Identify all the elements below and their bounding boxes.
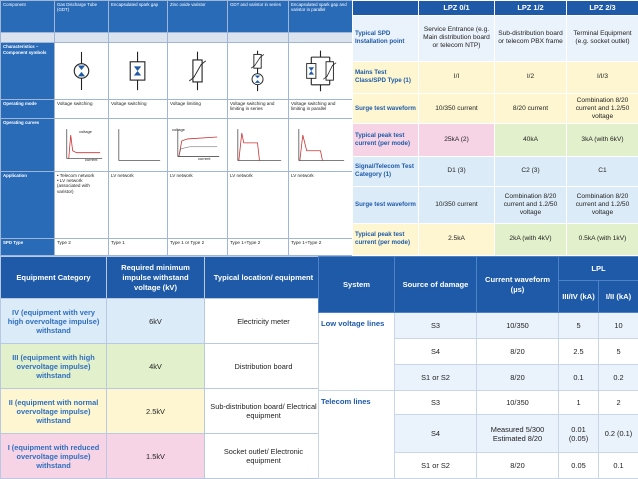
spd-type-cell: Type 1+Type 2 [228, 239, 289, 256]
curve-current-label: current [85, 157, 97, 162]
lpz-cell: D1 (3) [419, 156, 495, 186]
impulse-voltage: 6kV [107, 299, 205, 344]
lpz-cell: Sub-distribution board or telecom PBX frame [495, 16, 567, 61]
lpz-cell: I/I/3 [567, 61, 638, 93]
lpz-cell: C2 (3) [495, 156, 567, 186]
lpl-source: S3 [395, 313, 477, 339]
impulse-row-iv [1, 299, 323, 344]
lpl-source: S1 or S2 [395, 365, 477, 391]
impulse-row-i [1, 434, 323, 479]
spd-symbols-row [1, 43, 353, 100]
spd-type-cell: Type 2 [55, 239, 109, 256]
impulse-voltage: 2.5kV [107, 389, 205, 434]
spark-gap-curve-graph [109, 118, 168, 171]
impulse-header-row [1, 257, 323, 299]
lpz-cell: 8/20 current [495, 93, 567, 123]
spd-operating-curves-row [1, 118, 353, 171]
lpl-value-34: 0.01 (0.05) [559, 415, 599, 453]
impulse-withstand-table [0, 256, 322, 478]
impulse-voltage: 4kV [107, 344, 205, 389]
lpz-cell: 40kA [495, 124, 567, 156]
lpz-row-signal-category [353, 156, 638, 186]
lpz-row-label: Typical peak test current (per mode) [353, 223, 419, 255]
lpz-col-0-1: LPZ 0/1 [419, 1, 495, 16]
lpl-table [318, 256, 638, 478]
gdt-series-symbol-icon [228, 43, 289, 100]
lpl-source: S4 [395, 415, 477, 453]
lpz-row-installation [353, 16, 638, 61]
lpl-header-system: System [319, 257, 395, 313]
spd-type-cell: Type 1+Type 2 [289, 239, 353, 256]
lpz-cell: I/2 [495, 61, 567, 93]
spd-type-cell: Type 1 [109, 239, 168, 256]
impulse-header-voltage: Required minimum impulse withstand voltage (kV) [107, 257, 205, 299]
impulse-category: II (equipment with normal overvoltage impulse) withstand [1, 389, 107, 434]
varistor-curve-graph [168, 118, 228, 171]
varistor-symbol-icon [168, 43, 228, 100]
lpl-source: S1 or S2 [395, 453, 477, 479]
spark-parallel-symbol-icon [289, 43, 353, 100]
impulse-location: Electricity meter [205, 299, 323, 344]
lpz-cell: 2kA (with 4kV) [495, 223, 567, 255]
lpz-header-row [353, 1, 638, 16]
operating-mode-cell: Voltage switching [55, 100, 109, 119]
lpl-source: S3 [395, 391, 477, 415]
lpl-value-34: 2.5 [559, 339, 599, 365]
lpl-value-34: 0.05 [559, 453, 599, 479]
spark-gap-symbol-icon [109, 43, 168, 100]
spd-header-varistor: Zinc oxide varistor [168, 1, 228, 33]
lpz-cell: Combination 8/20 current and 1.2/50 voltage [495, 186, 567, 223]
impulse-voltage: 1.5kV [107, 434, 205, 479]
application-item: • LV network (associated with varistor) [57, 178, 106, 194]
gdt-curve-graph [55, 118, 109, 171]
gdt-symbol-icon [55, 43, 109, 100]
spd-application-row [1, 171, 353, 238]
lpz-row-label: Signal/Telecom Test Category (1) [353, 156, 419, 186]
lpz-cell: Service Entrance (e.g. Main distribution board or telecom NTP) [419, 16, 495, 61]
lpl-value-12: 2 [599, 391, 638, 415]
lpz-cell: C1 [567, 156, 638, 186]
lpl-system-low-voltage: Low voltage lines [319, 313, 395, 391]
impulse-category: IV (equipment with very high overvoltage impulse) withstand [1, 299, 107, 344]
row-label-operating-mode: Operating mode [1, 100, 55, 119]
lpz-row-label: Surge test waveform [353, 186, 419, 223]
spd-separator-row [1, 32, 353, 43]
lpl-value-12: 0.2 [599, 365, 638, 391]
lpl-value-12: 5 [599, 339, 638, 365]
lpl-waveform: 8/20 [477, 365, 559, 391]
lpz-cell: 25kA (2) [419, 124, 495, 156]
impulse-location: Socket outlet/ Electronic equipment [205, 434, 323, 479]
lpl-value-12: 0.2 (0.1) [599, 415, 638, 453]
lpl-value-12: 10 [599, 313, 638, 339]
lpz-table [352, 0, 638, 256]
lpl-waveform: 10/350 [477, 313, 559, 339]
lpl-row [319, 391, 638, 415]
row-label-spd-type: SPD Type [1, 239, 55, 256]
lpz-col-2-3: LPZ 2/3 [567, 1, 638, 16]
impulse-row-iii [1, 344, 323, 389]
lpz-row-surge-waveform-2 [353, 186, 638, 223]
lpz-col-1-2: LPZ 1/2 [495, 1, 567, 16]
lpz-cell: I/I [419, 61, 495, 93]
spd-header-gdt: Gas Discharge Tube (GDT) [55, 1, 109, 33]
operating-mode-cell: Voltage switching and limiting in series [228, 100, 289, 119]
lpz-cell: 10/350 current [419, 186, 495, 223]
lpz-row-peak-current [353, 124, 638, 156]
lpl-system-telecom: Telecom lines [319, 391, 395, 479]
spd-component-table [0, 0, 352, 256]
lpl-waveform: 8/20 [477, 453, 559, 479]
impulse-header-category: Equipment Category [1, 257, 107, 299]
curve-voltage-label: voltage [79, 129, 92, 134]
spd-operating-mode-row [1, 100, 353, 119]
row-label-characteristics: Characteristics – Component symbols [1, 43, 55, 100]
spd-header-spark-gap: Encapsulated spark gap [109, 1, 168, 33]
lpz-cell: 2.5kA [419, 223, 495, 255]
application-cell: LV network [289, 171, 353, 238]
lpl-value-34: 5 [559, 313, 599, 339]
gdt-application-cell [55, 171, 109, 238]
lpz-row-label: Typical peak test current (per mode) [353, 124, 419, 156]
row-label-application: Application [1, 171, 55, 238]
lpz-row-surge-waveform [353, 93, 638, 123]
operating-mode-cell: Voltage switching and limiting in parallel [289, 100, 353, 119]
curve-voltage-label: voltage [172, 127, 185, 132]
spd-type-row [1, 239, 353, 256]
lpl-waveform: Measured 5/300 Estimated 8/20 [477, 415, 559, 453]
lpl-header-12: I/II (kA) [599, 281, 638, 313]
lpl-value-34: 1 [559, 391, 599, 415]
lpz-row-peak-current-2 [353, 223, 638, 255]
impulse-row-ii [1, 389, 323, 434]
spd-header-row [1, 1, 353, 33]
lpz-cell: 3kA (with 6kV) [567, 124, 638, 156]
lpl-waveform: 10/350 [477, 391, 559, 415]
lpz-cell: Combination 8/20 current and 1.2/50 voltage [567, 93, 638, 123]
lpl-header-waveform: Current waveform (µs) [477, 257, 559, 313]
lpz-cell: Combination 8/20 current and 1.2/50 voltage [567, 186, 638, 223]
application-item: • Telecom network [57, 173, 106, 178]
lpz-row-label: Typical SPD Installation point [353, 16, 419, 61]
lpz-row-mains-class [353, 61, 638, 93]
lpl-waveform: 8/20 [477, 339, 559, 365]
impulse-location: Distribution board [205, 344, 323, 389]
lpz-row-label: Surge test waveform [353, 93, 419, 123]
impulse-category: I (equipment with reduced overvoltage impulse) withstand [1, 434, 107, 479]
impulse-category: III (equipment with high overvoltage impulse) withstand [1, 344, 107, 389]
application-cell: LV network [168, 171, 228, 238]
lpz-cell: 10/350 current [419, 93, 495, 123]
gdt-series-curve-graph [228, 118, 289, 171]
lpl-value-34: 0.1 [559, 365, 599, 391]
lpl-source: S4 [395, 339, 477, 365]
spark-parallel-curve-graph [289, 118, 353, 171]
spd-type-cell: Type 1 or Type 2 [168, 239, 228, 256]
impulse-location: Sub-distribution board/ Electrical equipment [205, 389, 323, 434]
lpz-row-label: Mains Test Class/SPD Type (1) [353, 61, 419, 93]
spd-header-spark-parallel: Encapsulated spark gap and varistor in parallel [289, 1, 353, 33]
impulse-header-location: Typical location/ equipment [205, 257, 323, 299]
row-label-operating-curves: Operating curves [1, 118, 55, 171]
lpl-header-lpl: LPL [559, 257, 638, 281]
spd-header-component: Component [1, 1, 55, 33]
curve-current-label: current [198, 156, 210, 161]
lpl-value-12: 0.1 [599, 453, 638, 479]
lpl-header-source: Source of damage [395, 257, 477, 313]
lpl-header-34: III/IV (kA) [559, 281, 599, 313]
spd-header-gdt-series: GDT and varistor in series [228, 1, 289, 33]
operating-mode-cell: Voltage limiting [168, 100, 228, 119]
application-cell: LV network [109, 171, 168, 238]
operating-mode-cell: Voltage switching [109, 100, 168, 119]
application-cell: LV network [228, 171, 289, 238]
lpz-cell: Terminal Equipment (e.g. socket outlet) [567, 16, 638, 61]
lpz-cell: 0.5kA (with 1kV) [567, 223, 638, 255]
lpl-row [319, 313, 638, 339]
lpl-header-row [319, 257, 638, 281]
